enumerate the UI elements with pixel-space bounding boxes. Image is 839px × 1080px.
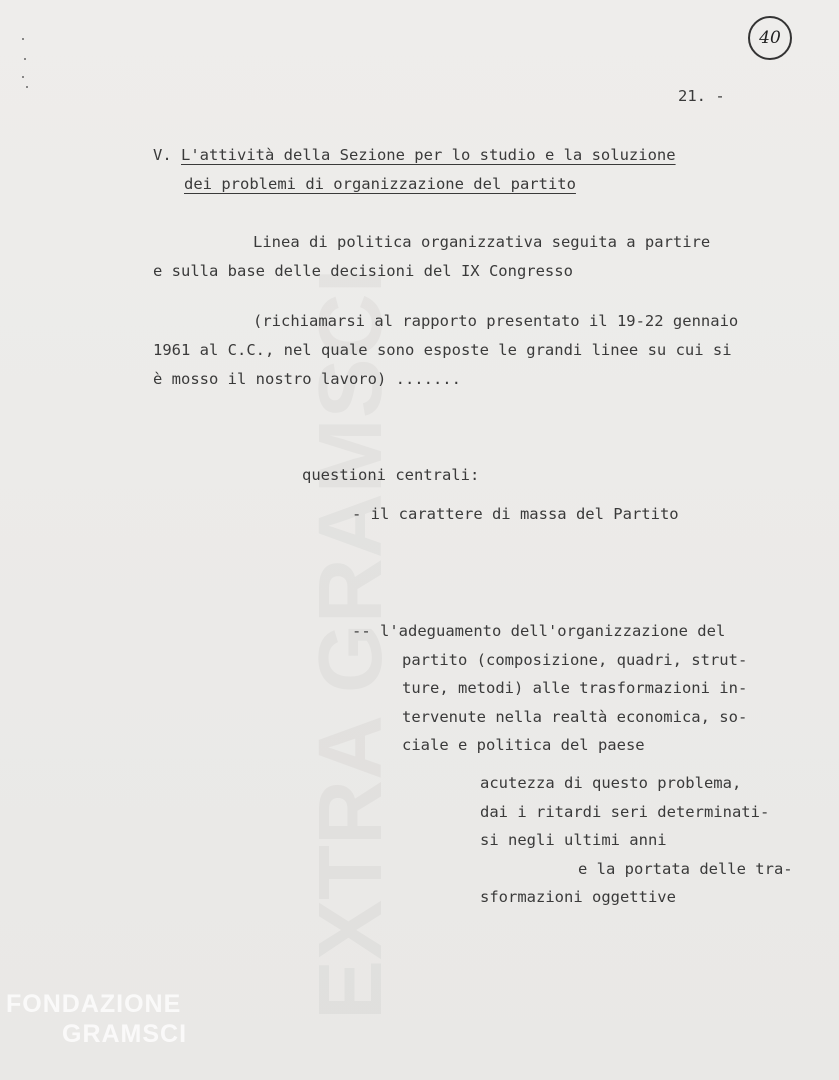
section-heading-line-1: V. L'attività della Sezione per lo studio e la soluzione [153,146,676,164]
list-item-2-line-4: tervenute nella realtà economica, so- [402,708,748,726]
list-item-2-line-1: -- l'adeguamento dell'organizzazione del [352,622,726,640]
note-line-5: sformazioni oggettive [480,888,676,906]
note-line-4: e la portata delle tra- [578,860,793,878]
section-heading-line-2: dei problemi di organizzazione del partito [184,175,576,193]
paragraph-1-line-2: e sulla base delle decisioni del IX Congresso [153,262,573,280]
margin-mark [22,38,24,40]
central-questions-label: questioni centrali: [302,466,480,484]
list-item-2-line-5: ciale e politica del paese [402,736,645,754]
list-item-1: - il carattere di massa del Partito [352,505,679,523]
paragraph-2-line-3: è mosso il nostro lavoro) ....... [153,370,461,388]
margin-mark [24,58,26,60]
list-item-2-line-2: partito (composizione, quadri, strut- [402,651,748,669]
note-line-3: si negli ultimi anni [480,831,667,849]
section-heading-title: L'attività della Sezione per lo studio e la soluzione [181,146,676,164]
paragraph-1-line-1: Linea di politica organizzativa seguita a partire [253,233,711,251]
paragraph-2-line-2: 1961 al C.C., nel quale sono esposte le grandi linee su cui si [153,341,732,359]
page-stamp: 40 [748,16,792,60]
margin-mark [26,86,28,88]
fondazione-gramsci-logo [6,990,216,1070]
logo-line-2: GRAMSCI [62,1020,188,1048]
logo-line-1: FONDAZIONE [6,990,182,1018]
list-item-2-line-3: ture, metodi) alle trasformazioni in- [402,679,748,697]
page-number: 21. - [678,87,725,105]
note-line-2: dai i ritardi seri determinati- [480,803,770,821]
watermark-text [300,60,410,1020]
margin-mark [22,76,24,78]
note-line-1: acutezza di questo problema, [480,774,742,792]
paragraph-2-line-1: (richiamarsi al rapporto presentato il 19-22 gennaio [253,312,739,330]
